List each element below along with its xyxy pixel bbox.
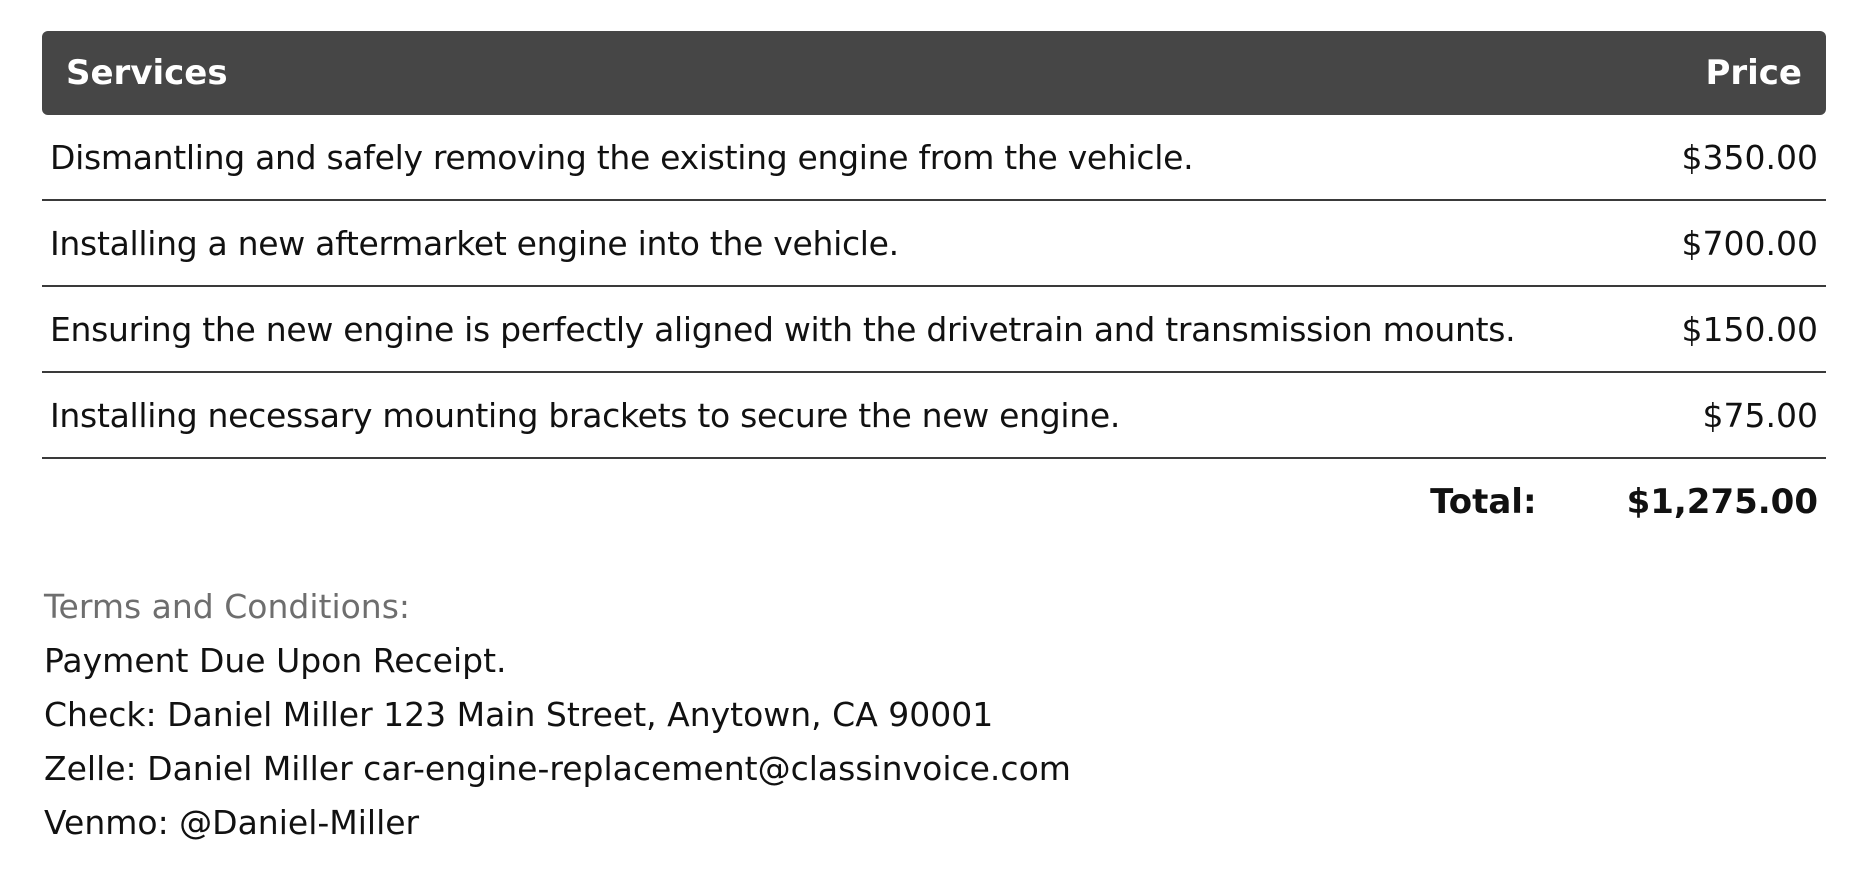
table-row: [42, 201, 1826, 287]
total-row: [42, 459, 1826, 545]
terms-and-conditions: [44, 580, 1071, 850]
services-column-header: Services: [66, 53, 228, 93]
check-payment-line: Check: Daniel Miller 123 Main Street, Anytown, CA 90001: [44, 695, 994, 734]
zelle-payment-line: Zelle: Daniel Miller car-engine-replacement@classinvoice.com: [44, 749, 1071, 788]
total-value: $1,275.00: [1626, 482, 1818, 522]
service-description: Ensuring the new engine is perfectly aligned with the drivetrain and transmission mounts.: [50, 309, 1516, 349]
terms-title: Terms and Conditions:: [44, 587, 411, 626]
table-row: [42, 287, 1826, 373]
payment-due-line: Payment Due Upon Receipt.: [44, 641, 507, 680]
table-header: [42, 31, 1826, 115]
service-price: $700.00: [1681, 223, 1818, 263]
venmo-payment-line: Venmo: @Daniel-Miller: [44, 803, 420, 842]
total-label: Total:: [1430, 482, 1537, 522]
table-row: [42, 373, 1826, 459]
service-price: $150.00: [1681, 309, 1818, 349]
service-description: Dismantling and safely removing the existing engine from the vehicle.: [50, 137, 1194, 177]
service-price: $75.00: [1702, 395, 1818, 435]
service-description: Installing necessary mounting brackets to secure the new engine.: [50, 395, 1121, 435]
service-price: $350.00: [1681, 137, 1818, 177]
table-row: [42, 115, 1826, 201]
services-table: [42, 31, 1826, 545]
service-description: Installing a new aftermarket engine into the vehicle.: [50, 223, 899, 263]
price-column-header: Price: [1705, 53, 1802, 93]
